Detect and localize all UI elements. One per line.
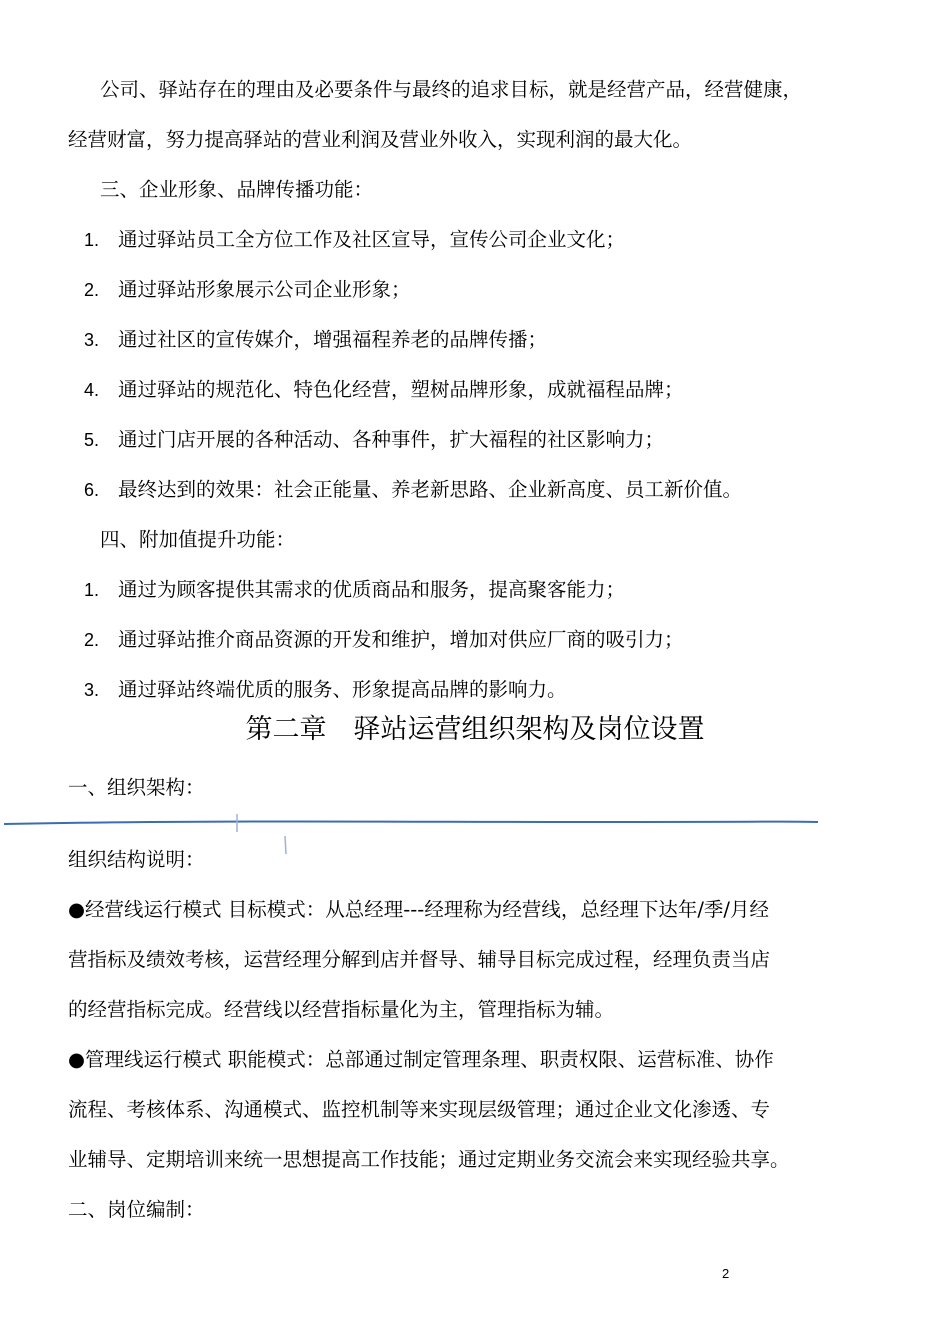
paragraph-line: 业辅导、定期培训来统一思想提高工作技能；通过定期业务交流会来实现经验共享。 xyxy=(68,1148,790,1171)
list-item-number: 2. xyxy=(84,630,100,650)
page-number: 2 xyxy=(722,1266,730,1281)
list-item-text: 通过为顾客提供其需求的优质商品和服务，提高聚客能力； xyxy=(118,578,626,601)
list-item-text: 通过驿站形象展示公司企业形象； xyxy=(118,278,411,301)
intro-line-2: 经营财富，努力提高驿站的营业利润及营业外收入，实现利润的最大化。 xyxy=(68,128,693,151)
paragraph-line: ●管理线运行模式 职能模式：总部通过制定管理条理、职责权限、运营标准、协作 xyxy=(68,1048,774,1071)
list-item-text: 通过门店开展的各种活动、各种事件，扩大福程的社区影响力； xyxy=(118,428,665,451)
list-item xyxy=(0,376,950,404)
list-item-number: 6. xyxy=(84,480,100,500)
list-item-text: 通过驿站推介商品资源的开发和维护，增加对供应厂商的吸引力； xyxy=(118,628,684,651)
org-structure-heading: 一、组织架构： xyxy=(68,776,205,799)
paragraph-line: 营指标及绩效考核，运营经理分解到店并督导、辅导目标完成过程，经理负责当店 xyxy=(68,948,771,971)
list-item-text: 通过驿站的规范化、特色化经营，塑树品牌形象，成就福程品牌； xyxy=(118,378,684,401)
list-item-text: 通过驿站员工全方位工作及社区宣导，宣传公司企业文化； xyxy=(118,228,626,251)
list-item-number: 3. xyxy=(84,330,100,350)
paragraph-line: 的经营指标完成。经营线以经营指标量化为主，管理指标为辅。 xyxy=(68,998,615,1021)
list-item xyxy=(0,426,950,454)
list-item-number: 1. xyxy=(84,230,100,250)
list-item-number: 4. xyxy=(84,380,100,400)
chapter-title: 第二章 驿站运营组织架构及岗位设置 xyxy=(245,714,705,745)
section-3-heading: 三、企业形象、品牌传播功能： xyxy=(100,178,374,201)
paragraph-line: 流程、考核体系、沟通模式、监控机制等来实现层级管理；通过企业文化渗透、专 xyxy=(68,1098,771,1121)
list-item xyxy=(0,226,950,254)
list-item-number: 1. xyxy=(84,580,100,600)
list-item xyxy=(0,576,950,604)
list-item-number: 2. xyxy=(84,280,100,300)
list-item-text: 最终达到的效果：社会正能量、养老新思路、企业新高度、员工新价值。 xyxy=(118,478,743,501)
list-item xyxy=(0,626,950,654)
list-item xyxy=(0,476,950,504)
list-item xyxy=(0,676,950,704)
paragraph-line: ●经营线运行模式 目标模式：从总经理---经理称为经营线，总经理下达年/季/月经 xyxy=(68,898,769,921)
org-chart-line xyxy=(4,822,818,825)
list-item-number: 3. xyxy=(84,680,100,700)
list-item-text: 通过驿站终端优质的服务、形象提高品牌的影响力。 xyxy=(118,678,567,701)
post-structure-heading: 二、岗位编制： xyxy=(68,1198,205,1221)
list-item xyxy=(0,326,950,354)
list-item-number: 5. xyxy=(84,430,100,450)
list-item-text: 通过社区的宣传媒介，增强福程养老的品牌传播； xyxy=(118,328,548,351)
intro-line-1: 公司、驿站存在的理由及必要条件与最终的追求目标，就是经营产品，经营健康， xyxy=(100,78,803,101)
section-4-heading: 四、附加值提升功能： xyxy=(100,528,296,551)
org-description-heading: 组织结构说明： xyxy=(68,848,205,871)
list-item xyxy=(0,276,950,304)
org-chart-tick xyxy=(285,836,286,854)
